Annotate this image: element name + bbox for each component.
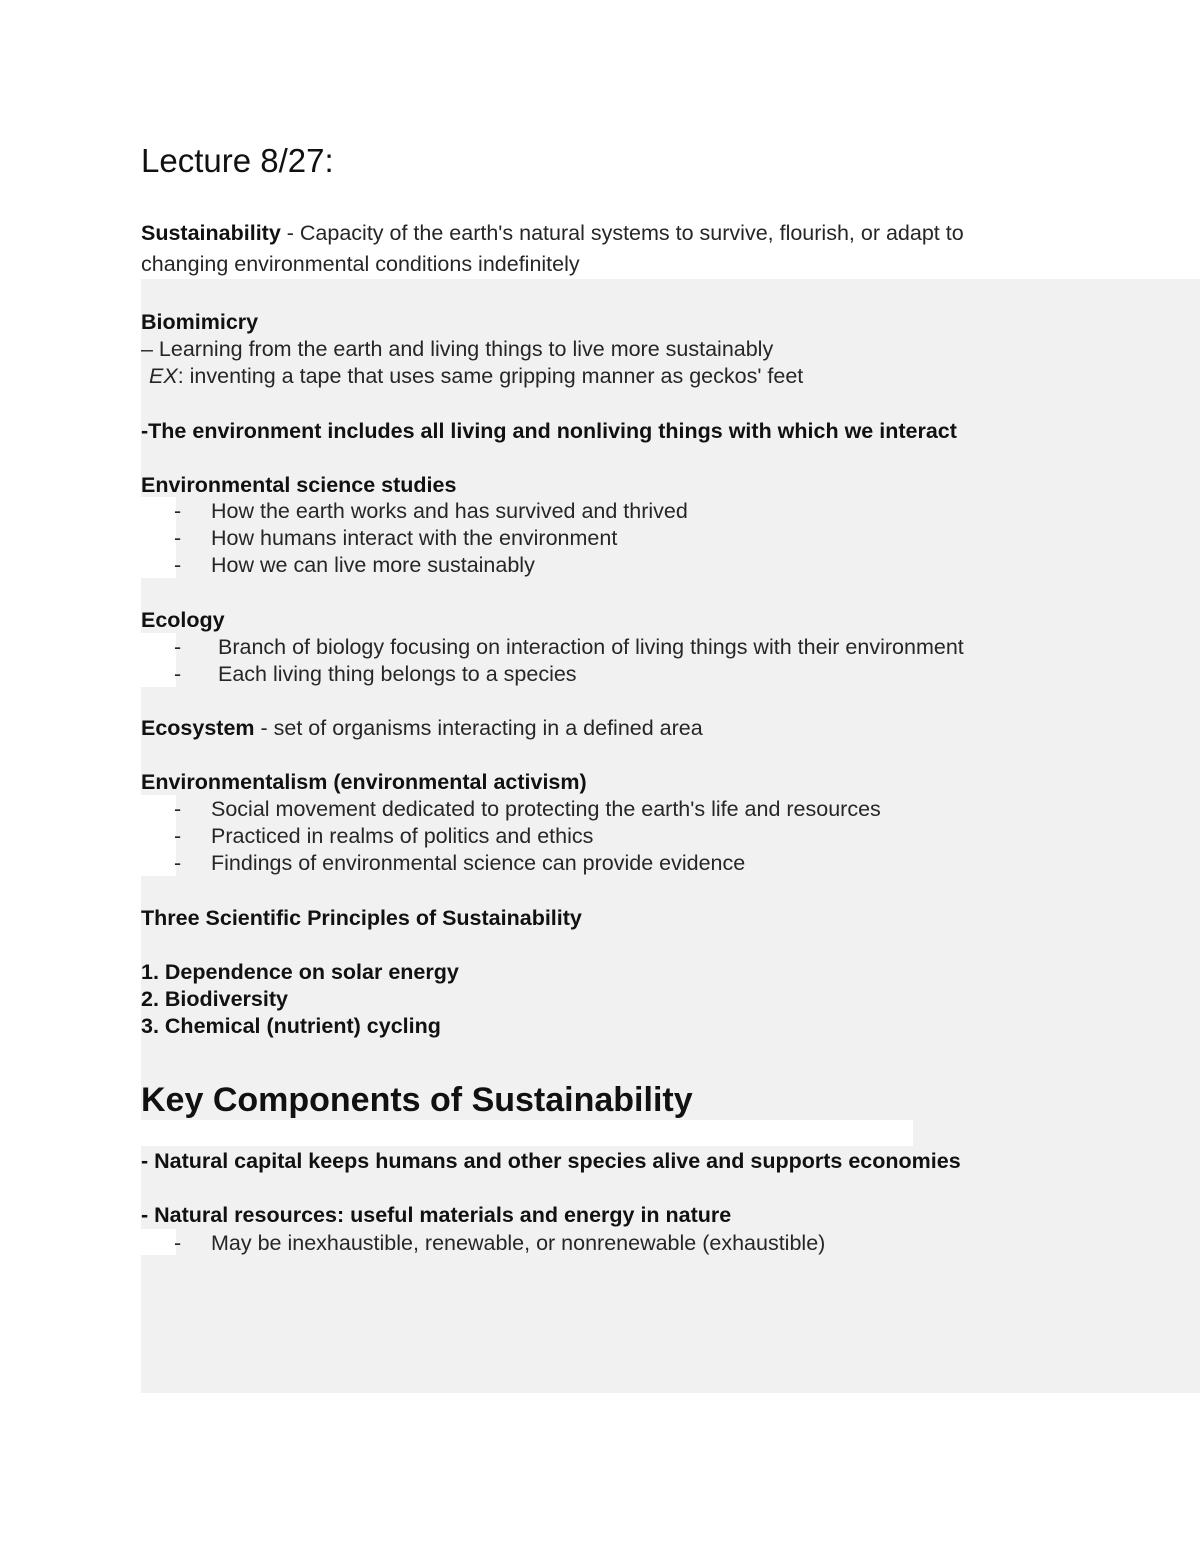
biomimicry-example — [149, 363, 803, 390]
list-bullet: - — [174, 1231, 182, 1255]
list-item: Findings of environmental science can provide evidence — [211, 851, 746, 875]
natural-resources — [141, 1202, 731, 1229]
list-item: Each living thing belongs to a species — [218, 662, 577, 686]
biomimicry-heading — [141, 309, 258, 336]
list-bullet: - — [174, 553, 182, 577]
principle-item — [141, 959, 459, 986]
list-item: Social movement dedicated to protecting the earth's life and resources — [211, 797, 881, 821]
highlight-gap — [141, 1120, 913, 1146]
list-item: Practiced in realms of politics and ethics — [211, 824, 594, 848]
page-title: Lecture 8/27: — [141, 142, 334, 179]
principle-text: 1. Dependence on solar energy — [141, 960, 459, 984]
list-item: May be inexhaustible, renewable, or nonrenewable (exhaustible) — [211, 1231, 826, 1255]
list-bullet: - — [174, 662, 182, 686]
list-item: Branch of biology focusing on interaction of living things with their environment — [218, 635, 964, 659]
principle-text: 2. Biodiversity — [141, 987, 288, 1011]
sustainability-text-continued: changing environmental conditions indefinitely — [141, 252, 580, 276]
list-bullet: - — [174, 499, 182, 523]
sustainability-definition — [141, 220, 964, 247]
environment-statement-text: -The environment includes all living and nonliving things with which we interact — [141, 419, 957, 443]
environmentalism-heading — [141, 769, 587, 796]
natural-capital — [141, 1148, 961, 1175]
principles-heading — [141, 905, 582, 932]
highlight-gap — [141, 795, 176, 876]
ecology-heading — [141, 607, 225, 634]
highlight-gap — [141, 497, 176, 578]
biomimicry-heading-text: Biomimicry — [141, 310, 259, 334]
highlight-gap — [141, 633, 176, 687]
list-bullet: - — [174, 851, 182, 875]
key-components-heading: Key Components of Sustainability — [141, 1081, 693, 1119]
highlight-gap — [141, 1229, 176, 1255]
env-science-heading — [141, 472, 456, 499]
sustainability-text: - Capacity of the earth's natural systems to survive, flourish, or adapt to — [280, 221, 964, 245]
list-item: How humans interact with the environment — [211, 526, 618, 550]
list-item: How we can live more sustainably — [211, 553, 535, 577]
environment-statement — [141, 418, 957, 445]
principle-item — [141, 1013, 441, 1040]
list-bullet: - — [174, 797, 182, 821]
principle-item — [141, 986, 288, 1013]
list-bullet: - — [174, 824, 182, 848]
env-science-heading-text: Environmental science studies — [141, 473, 457, 497]
ecology-heading-text: Ecology — [141, 608, 225, 632]
list-item: How the earth works and has survived and thrived — [211, 499, 688, 523]
natural-resources-text: - Natural resources: useful materials and energy in nature — [141, 1203, 732, 1227]
principle-text: 3. Chemical (nutrient) cycling — [141, 1014, 441, 1038]
natural-capital-text: - Natural capital keeps humans and other species alive and supports economies — [141, 1149, 961, 1173]
example-label: EX — [149, 364, 178, 388]
biomimicry-definition: – Learning from the earth and living things to live more sustainably — [141, 337, 774, 361]
sustainability-term: Sustainability — [141, 221, 281, 245]
ecosystem-term: Ecosystem — [141, 716, 255, 740]
example-text: : inventing a tape that uses same gripping manner as geckos' feet — [177, 364, 804, 388]
principles-heading-text: Three Scientific Principles of Sustainability — [141, 906, 582, 930]
list-bullet: - — [174, 526, 182, 550]
ecosystem-definition — [141, 715, 703, 742]
environmentalism-heading-text: Environmentalism (environmental activism) — [141, 770, 587, 794]
list-bullet: - — [174, 635, 182, 659]
ecosystem-text: - set of organisms interacting in a defined area — [254, 716, 703, 740]
